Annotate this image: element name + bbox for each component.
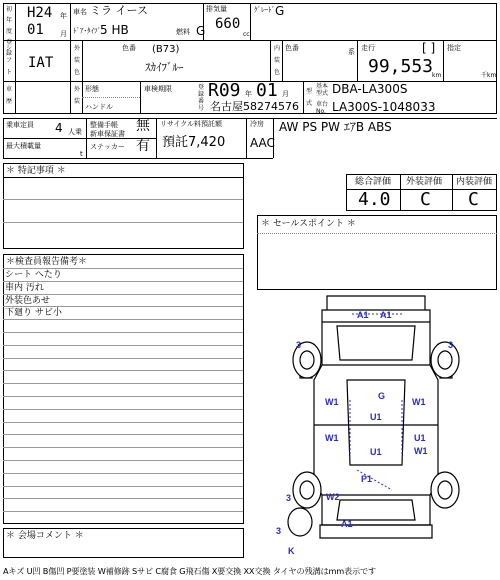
- damage-label: 3: [286, 493, 292, 503]
- plate-number: 名古屋58274576: [210, 100, 299, 113]
- displacement-label: 排気量: [206, 5, 227, 13]
- sales-point-title: ＊ セールスポイント ＊: [261, 219, 356, 229]
- damage-label: G: [378, 391, 386, 401]
- color-code-label: 色番: [122, 44, 136, 52]
- inspection-label: 車検期限: [144, 85, 172, 93]
- recycle-label: リサイクル料預託額: [160, 120, 223, 128]
- venue-comment-title: ＊ 会場コメント ＊: [6, 531, 84, 541]
- inspector-note-line: 外装色あせ: [5, 295, 51, 306]
- damage-label: 3: [296, 340, 302, 350]
- exterior-rating-label: 外装評価: [406, 177, 443, 187]
- displacement: 660: [215, 16, 241, 32]
- special-notes-title: ＊ 特記事項 ＊: [6, 166, 66, 176]
- handle-label: ハンドル: [85, 103, 113, 111]
- fuel: G: [196, 24, 206, 38]
- car-name-label: 車名: [73, 8, 87, 16]
- door-type: 5 HB: [100, 23, 129, 37]
- aircon-label: 冷房: [250, 120, 264, 128]
- load-label: 最大積載量: [6, 142, 41, 150]
- color-code: (B73): [152, 44, 180, 55]
- inspection-month: 01: [256, 80, 278, 101]
- inspection-year: R09: [208, 80, 241, 101]
- overall-rating: 4.0: [358, 189, 391, 210]
- damage-label: W1: [412, 397, 426, 407]
- aircon: AAC: [250, 136, 275, 150]
- overall-rating-label: 総合評価: [355, 177, 392, 187]
- grade-label: ｸﾞﾚｰﾄﾞ: [254, 6, 275, 14]
- exterior-rating: C: [420, 189, 431, 210]
- damage-label: 3: [276, 526, 282, 536]
- car-name: ミラ イース: [90, 4, 148, 17]
- registration-year: H24: [27, 5, 53, 21]
- mileage-bracket: [ ]: [422, 41, 436, 55]
- grade: G: [275, 4, 285, 18]
- damage-label: W2: [326, 492, 340, 502]
- color-name: ｽｶｲﾌﾞﾙｰ: [145, 61, 184, 74]
- damage-label: A1: [341, 519, 353, 529]
- capacity: 4: [55, 121, 63, 135]
- fuel-label: 燃料: [176, 28, 190, 36]
- damage-label: W1: [325, 433, 339, 443]
- inspector-note-line: 車内 汚れ: [5, 282, 44, 293]
- interior-color-label: 内装色: [273, 45, 280, 76]
- equipment: AW PS PW ｴｱB ABS: [279, 120, 392, 134]
- sticker-label: ステッカー: [90, 143, 125, 151]
- car-damage-diagram: [262, 290, 497, 560]
- damage-label: 3: [448, 340, 454, 350]
- interior-rating: C: [468, 189, 479, 210]
- damage-label: P1: [361, 474, 373, 484]
- damage-label: A1: [380, 310, 392, 320]
- damage-label: W1: [414, 446, 428, 456]
- shift-label: シフト: [5, 45, 12, 76]
- inspector-note-line: 下廻り サビ小: [5, 308, 62, 319]
- chassis-number: LA300S-1048033: [332, 100, 436, 114]
- inspector-note-line: シート へたり: [5, 270, 62, 280]
- warranty-value: 無: [136, 118, 150, 134]
- shift: IAT: [28, 55, 54, 71]
- damage-label: U1: [414, 433, 426, 443]
- first-registration-label: 初年度登録: [5, 6, 12, 57]
- warranty-label: 整備手帳: [90, 121, 118, 129]
- exterior-color-label: 外装色: [73, 45, 80, 76]
- interior-rating-label: 内装評価: [456, 177, 493, 187]
- capacity-label: 乗車定員: [6, 121, 34, 129]
- damage-legend: Aキズ U凹 B傷凹 P要塗装 W補修跡 Sサビ C腐食 G飛石傷 X要交換 XX交換 タイヤの残溝はmm表示です: [3, 566, 376, 576]
- mileage: 99,553: [368, 56, 434, 77]
- inspector-notes-title: ＊検査員報告備考＊: [6, 257, 88, 267]
- fixed-label: 指定: [447, 44, 461, 52]
- door-type-label: ﾄﾞｱ･ﾀｲﾌﾟ: [73, 27, 101, 35]
- recycle-fee: 預託7,420: [162, 135, 226, 150]
- shape-label: 形態: [85, 85, 99, 93]
- damage-label: W1: [325, 397, 339, 407]
- damage-label: A1: [357, 310, 369, 320]
- damage-label: U1: [370, 412, 382, 422]
- mileage-label: 走行: [361, 44, 375, 52]
- damage-label: U1: [370, 447, 382, 457]
- history-label: 車歴: [5, 86, 12, 105]
- model-code: DBA-LA300S: [332, 82, 408, 96]
- damage-label: K: [288, 546, 295, 556]
- sticker-value: 有: [136, 138, 150, 154]
- registration-month: 01: [27, 22, 44, 38]
